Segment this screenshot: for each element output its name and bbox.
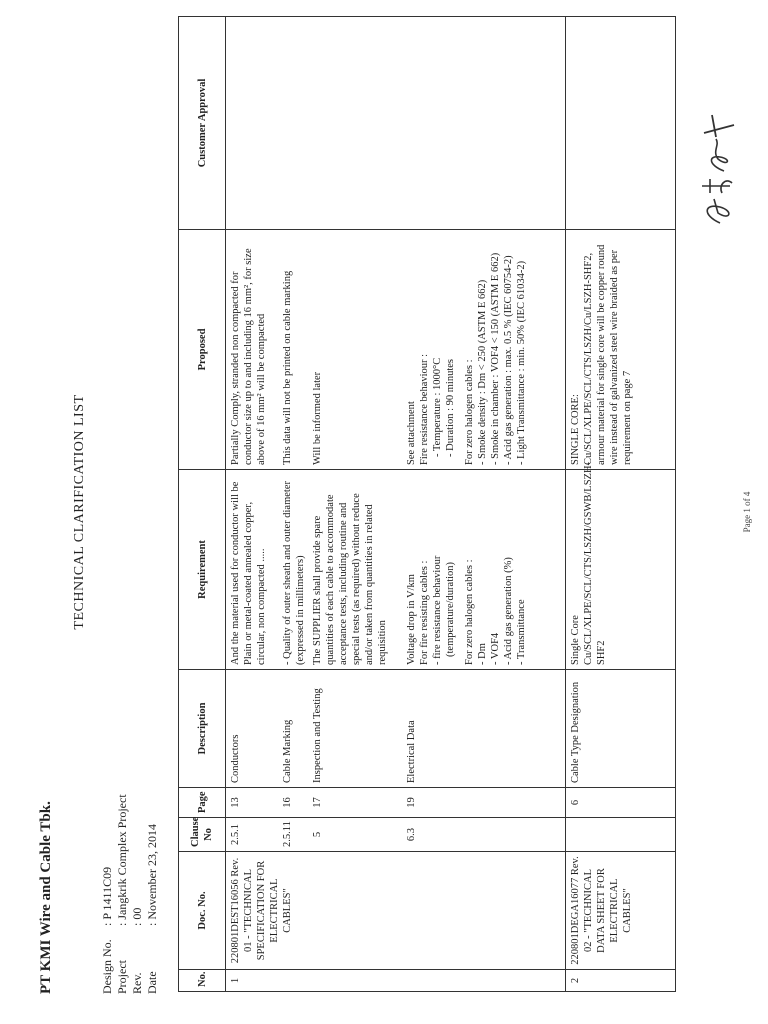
requirement-line: - Acid gas generation (%) (503, 557, 514, 665)
requirement-line: - VOF4 (490, 632, 501, 665)
row-proposed: SINGLE CORE: Cu/SCL/XLPE/SCL/CTS/LSZH/Cu/LSZH-SHF2, armour material for single core will be copper round wire instead of galvanized steel wire braided as per requirement on page 7 (566, 230, 676, 470)
row-description: Cable Type Designation (566, 670, 676, 788)
page-no: 19 (406, 797, 417, 808)
meta-label: Date (145, 971, 159, 994)
header-description: Description (179, 670, 226, 788)
meta-value: : November 23, 2014 (145, 824, 159, 926)
header-requirement: Requirement (179, 470, 226, 670)
row-description-cell (226, 670, 566, 788)
requirement-item: And the material used for conductor will be Plain or metal-coated annealed copper, circular, non compacted ..... (230, 481, 267, 665)
meta-label: Design No. (100, 939, 114, 994)
clause-no: 6.3 (406, 827, 417, 842)
clause-no: 2.5.11 (282, 821, 293, 847)
requirement-electrical-block (405, 474, 528, 665)
proposed-line: - Light Transmittance : min. 50% (IEC 61034-2) (516, 260, 527, 465)
header-doc-no: Doc. No. (179, 852, 226, 970)
meta-row-rev (130, 794, 145, 994)
meta-row-project (115, 794, 130, 994)
requirement-line: - Transmittance (516, 599, 527, 665)
description-item: Inspection and Testing (312, 688, 323, 783)
row-clause-cell (226, 818, 566, 852)
proposed-line: For zero halogen cables : (464, 359, 475, 465)
description-item: Cable Marking (282, 719, 293, 783)
proposed-line: See attachment (406, 401, 417, 465)
proposed-item: Partially Comply, stranded non compacted for conductor size up to and including 16 mm², for size above of 16 mm² will be compacted (230, 248, 267, 465)
page-no: 13 (230, 797, 241, 808)
header-page: Page (179, 788, 226, 818)
table-row (566, 17, 676, 992)
proposed-electrical-block (405, 234, 528, 465)
row-requirement-cell (226, 470, 566, 670)
page-no: 17 (312, 797, 323, 808)
row-requirement: Single Core Cu/SCL/XLPE/SCL/CTS/LSZH/GSWB/LSZH-SHF2 (566, 470, 676, 670)
proposed-line: - Temperature : 1000°C (432, 357, 443, 457)
requirement-line: - Dm (477, 643, 488, 665)
meta-value: : P 1411C09 (100, 866, 114, 926)
meta-row-design-no (100, 794, 115, 994)
document-meta (100, 794, 160, 994)
proposed-item: Will be informed later (312, 371, 323, 465)
page-no: 16 (282, 797, 293, 808)
header-proposed: Proposed (179, 230, 226, 470)
requirement-item: The SUPPLIER shall provide spare quantities of each cable to accommodate acceptance tests, including routine and special tests (as required) without reduce and/or taken from quantities in related requisition (312, 493, 388, 665)
row-proposed-cell (226, 230, 566, 470)
handwritten-signature (690, 109, 745, 229)
proposed-line: - Acid gas generation : max. 0.5 % (IEC 60754-2) (503, 255, 514, 465)
requirement-line: - fire resistance behaviour (432, 555, 443, 665)
page-footer: Page 1 of 4 (742, 491, 752, 533)
row-page-cell (226, 788, 566, 818)
clause-no: 5 (312, 831, 323, 838)
requirement-line: For fire resisting cables : (419, 560, 430, 665)
document-title: TECHNICAL CLARIFICATION LIST (72, 394, 87, 630)
proposed-item: This data will not be printed on cable marking (282, 270, 293, 465)
proposed-line: Fire resistance behaviour : (419, 353, 430, 465)
proposed-line: - Smoke density : Dm < 250 (ASTM E 662) (477, 279, 488, 465)
clause-no: 2.5.1 (230, 824, 241, 845)
meta-row-date (145, 794, 160, 994)
table-row (226, 17, 566, 992)
row-customer-approval (226, 17, 566, 230)
row-no: 1 (226, 970, 566, 992)
meta-value: : 00 (130, 907, 144, 926)
requirement-line: Voltage drop in V/km (406, 574, 417, 665)
requirement-item: - Quality of outer sheath and outer diameter (expressed in millimeters) (282, 481, 306, 665)
clarification-table (178, 16, 676, 992)
requirement-line: (temperature/duration) (445, 561, 456, 657)
row-doc-no: 220801DEST16056 Rev. 01 - "TECHNICAL SPECIFICATION FOR ELECTRICAL CABLES" (226, 852, 566, 970)
row-no: 2 (566, 970, 676, 992)
row-clause-no (566, 818, 676, 852)
table-header-row (179, 17, 226, 992)
proposed-line: - Smoke in chamber : VOF4 < 150 (ASTM E 662) (490, 252, 501, 465)
requirement-line: For zero halogen cables : (464, 559, 475, 665)
row-doc-no: 220801DEGA16077 Rev. 02 - "TECHNICAL DATA SHEET FOR ELECTRICAL CABLES" (566, 852, 676, 970)
company-name: PT KMI Wire and Cable Tbk. (38, 801, 54, 994)
proposed-line: - Duration : 90 minutes (445, 359, 456, 457)
meta-label: Project (115, 960, 129, 994)
header-no: No. (179, 970, 226, 992)
meta-label: Rev. (130, 972, 144, 994)
meta-value: : Jangkrik Complex Project (115, 794, 129, 926)
description-item: Conductors (230, 734, 241, 783)
row-customer-approval (566, 17, 676, 230)
description-item: Electrical Data (406, 720, 417, 783)
header-customer-approval: Customer Approval (179, 17, 226, 230)
header-clause-no: Clause No (179, 818, 226, 852)
row-page: 6 (566, 788, 676, 818)
